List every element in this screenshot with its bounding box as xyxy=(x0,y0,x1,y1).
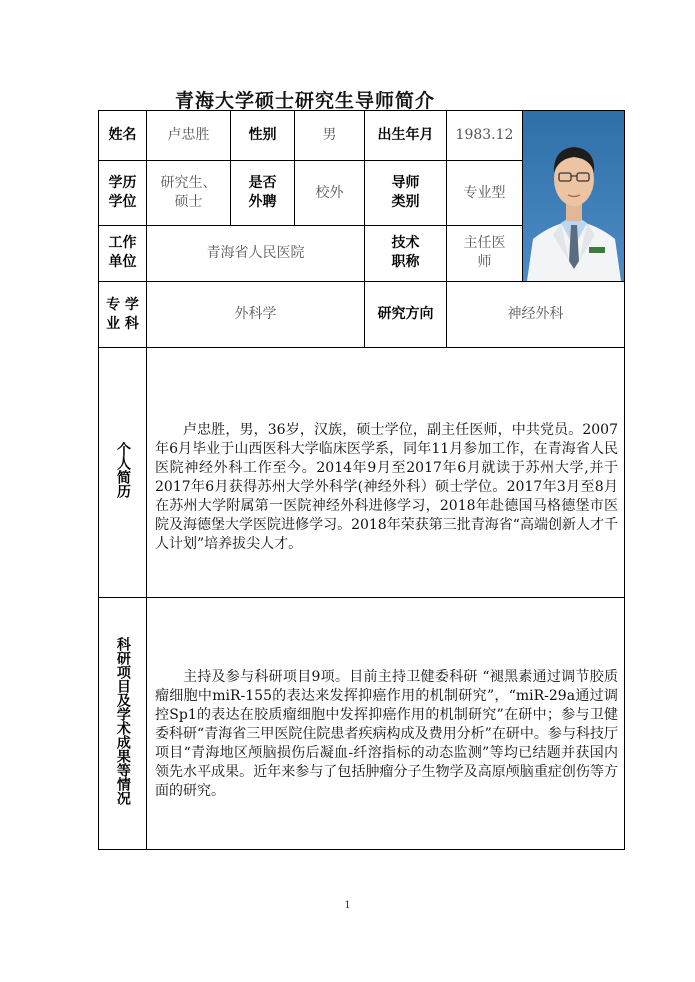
resume-label: 个人简历 xyxy=(99,348,147,598)
document-title: 青海大学硕士研究生导师简介 xyxy=(175,90,436,112)
research-label: 科研项目及学术成果等情况 xyxy=(99,598,147,850)
external-value: 校外 xyxy=(295,161,365,225)
gender-value: 男 xyxy=(295,111,365,161)
research-direction-label: 研究方向 xyxy=(365,282,447,348)
research-text: 主持及参与科研项目9项。目前主持卫健委科研 “褪黑素通过调节胶质瘤细胞中miR-155的表达来发挥抑癌作用的机制研究”，“miR-29a通过调控Sp1的表达在胶质瘤细胞中发挥抑癌作用的机制研究”在研中；参与卫健委科研“青海省三甲医院住院患者疾病构成及费用分析”在研中。参与科技厅项目“青海地区颅脑损伤后凝血-纤溶指标的动态监测”等均已结题并获国内领先水平成果。近年来参与了包括肿瘤分子生物学及高原颅脑重症创伤等方面的研究。 xyxy=(155,669,618,799)
research-direction-value: 神经外科 xyxy=(447,282,625,348)
resume-text: 卢忠胜，男，36岁，汉族，硕士学位，副主任医师，中共党员。2007年6月毕业于山西医科大学临床医学系，同年11月参加工作，在青海省人民医院神经外科工作至今。2014年9月至2017年6月就读于苏州大学,并于2017年6月获得苏州大学外科学(神经外科）硕士学位。2017年3月至8月在苏州大学附属第一医院神经外科进修学习，2018年赴德国马格德堡市医院及海德堡大学医院进修学习。2018年荣获第三批青海省“高端创新人才千人计划”培养拔尖人才。 xyxy=(155,422,618,552)
research-cell xyxy=(147,598,625,850)
work-unit-label: 工作 单位 xyxy=(99,225,147,281)
mentor-type-label: 导师 类别 xyxy=(365,161,447,225)
gender-label: 性别 xyxy=(231,111,295,161)
discipline-value: 外科学 xyxy=(147,282,365,348)
portrait-photo xyxy=(523,111,624,281)
discipline-label: 专 学 业 科 xyxy=(99,282,147,348)
mentor-profile-table xyxy=(98,110,625,850)
education-label: 学历 学位 xyxy=(99,161,147,225)
work-unit-value: 青海省人民医院 xyxy=(147,225,365,281)
page-number: 1 xyxy=(344,900,351,911)
external-label: 是否 外聘 xyxy=(231,161,295,225)
photo-cell xyxy=(523,111,625,282)
tech-title-value: 主任医 师 xyxy=(447,225,523,281)
mentor-type-value: 专业型 xyxy=(447,161,523,225)
birth-value: 1983.12 xyxy=(447,111,523,161)
resume-cell xyxy=(147,348,625,598)
birth-label: 出生年月 xyxy=(365,111,447,161)
tech-title-label: 技术 职称 xyxy=(365,225,447,281)
name-label: 姓名 xyxy=(99,111,147,161)
name-value: 卢忠胜 xyxy=(147,111,231,161)
education-value: 研究生、 硕士 xyxy=(147,161,231,225)
